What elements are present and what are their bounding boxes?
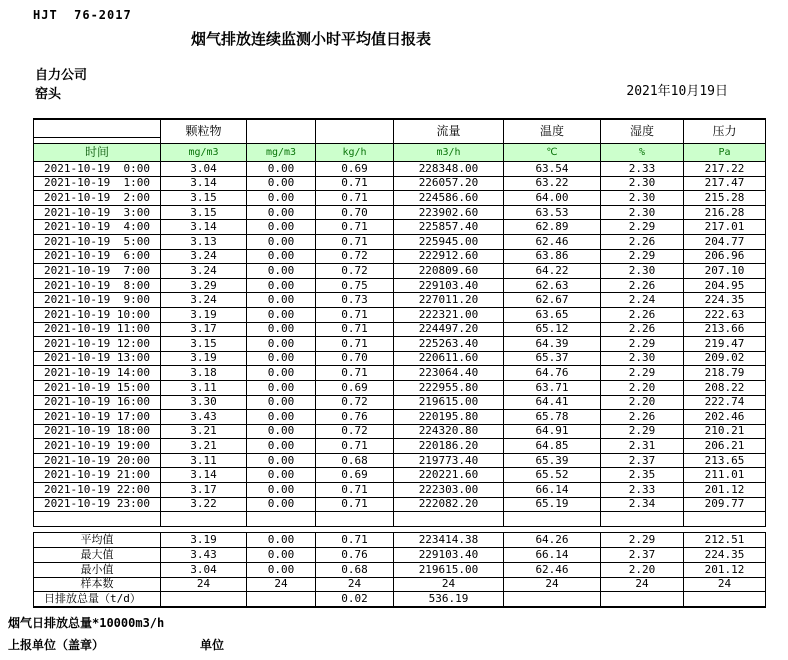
value-cell: 220809.60 [394,264,504,279]
time-cell: 2021-10-19 17:00 [34,410,161,425]
value-cell: 219.47 [684,337,766,352]
value-cell: 0.00 [247,176,316,191]
table-row [34,453,766,468]
group-header-row [34,119,766,138]
value-cell: 0.00 [247,264,316,279]
value-cell: 2.30 [601,351,684,366]
table-row [34,205,766,220]
value-cell: 222.74 [684,395,766,410]
time-cell: 2021-10-19 15:00 [34,380,161,395]
value-cell: 0.00 [247,191,316,206]
table-row [34,162,766,177]
value-cell: 0.00 [247,293,316,308]
value-cell: 0.00 [247,395,316,410]
summary-value-cell [247,592,316,607]
summary-row [34,577,766,592]
value-cell: 0.75 [316,278,394,293]
table-row [34,497,766,512]
value-cell: 65.78 [504,410,601,425]
summary-value-cell [504,592,601,607]
time-cell: 2021-10-19 21:00 [34,468,161,483]
value-cell: 3.19 [161,307,247,322]
value-cell: 210.21 [684,424,766,439]
value-cell: 216.28 [684,205,766,220]
table-row [34,191,766,206]
unit-header-row [34,144,766,162]
table-row [34,380,766,395]
value-cell: 63.54 [504,162,601,177]
summary-value-cell: 0.71 [316,533,394,548]
time-cell: 2021-10-19 19:00 [34,439,161,454]
empty-row [34,512,766,527]
value-cell: 0.00 [247,351,316,366]
value-cell: 64.41 [504,395,601,410]
table-row [34,220,766,235]
value-cell: 2.30 [601,264,684,279]
value-cell: 0.00 [247,162,316,177]
value-cell: 0.71 [316,176,394,191]
table-row [34,249,766,264]
value-cell: 211.01 [684,468,766,483]
value-cell: 65.39 [504,453,601,468]
value-cell: 2.29 [601,220,684,235]
value-cell: 222303.00 [394,483,504,498]
value-cell: 62.46 [504,234,601,249]
value-cell: 204.95 [684,278,766,293]
value-cell: 0.00 [247,410,316,425]
empty-cell [394,512,504,527]
value-cell: 65.12 [504,322,601,337]
value-cell: 217.22 [684,162,766,177]
summary-value-cell: 0.68 [316,562,394,577]
value-cell: 2.30 [601,205,684,220]
table-row [34,278,766,293]
summary-row [34,533,766,548]
value-cell: 2.33 [601,162,684,177]
unit-pa: Pa [684,144,766,162]
value-cell: 0.71 [316,366,394,381]
unit-percent: % [601,144,684,162]
value-cell: 2.29 [601,249,684,264]
value-cell: 3.24 [161,293,247,308]
value-cell: 3.11 [161,380,247,395]
corner-cell-top [34,119,161,138]
time-cell: 2021-10-19 7:00 [34,264,161,279]
col-header-blank-1 [247,119,316,144]
value-cell: 0.00 [247,366,316,381]
value-cell: 0.71 [316,483,394,498]
summary-value-cell [601,592,684,607]
value-cell: 3.15 [161,205,247,220]
value-cell: 228348.00 [394,162,504,177]
table-row [34,439,766,454]
unit-celsius: ℃ [504,144,601,162]
value-cell: 209.02 [684,351,766,366]
value-cell: 2.20 [601,380,684,395]
value-cell: 223064.40 [394,366,504,381]
summary-row [34,592,766,607]
value-cell: 3.04 [161,162,247,177]
time-cell: 2021-10-19 5:00 [34,234,161,249]
value-cell: 2.30 [601,191,684,206]
summary-label-cell: 日排放总量（t/d） [34,592,161,607]
value-cell: 2.26 [601,307,684,322]
value-cell: 224586.60 [394,191,504,206]
value-cell: 0.00 [247,424,316,439]
value-cell: 220611.60 [394,351,504,366]
value-cell: 213.66 [684,322,766,337]
unit-mg-m3-1: mg/m3 [161,144,247,162]
summary-row [34,548,766,563]
value-cell: 65.37 [504,351,601,366]
value-cell: 0.71 [316,220,394,235]
unit-kg-h: kg/h [316,144,394,162]
value-cell: 0.00 [247,249,316,264]
time-cell: 2021-10-19 2:00 [34,191,161,206]
value-cell: 209.77 [684,497,766,512]
value-cell: 208.22 [684,380,766,395]
value-cell: 226057.20 [394,176,504,191]
unit-mg-m3-2: mg/m3 [247,144,316,162]
value-cell: 64.91 [504,424,601,439]
value-cell: 220186.20 [394,439,504,454]
unit-m3-h: m3/h [394,144,504,162]
value-cell: 3.21 [161,424,247,439]
summary-value-cell: 24 [161,577,247,592]
value-cell: 0.00 [247,483,316,498]
col-header-humidity: 湿度 [601,119,684,144]
table-row [34,176,766,191]
value-cell: 3.17 [161,483,247,498]
value-cell: 223902.60 [394,205,504,220]
time-cell: 2021-10-19 9:00 [34,293,161,308]
page-title: 烟气排放连续监测小时平均值日报表 [190,30,431,48]
empty-cell [34,512,161,527]
time-cell: 2021-10-19 6:00 [34,249,161,264]
value-cell: 217.47 [684,176,766,191]
table-row [34,395,766,410]
value-cell: 0.72 [316,395,394,410]
summary-value-cell: 24 [394,577,504,592]
time-cell: 2021-10-19 11:00 [34,322,161,337]
value-cell: 222955.80 [394,380,504,395]
time-cell: 2021-10-19 13:00 [34,351,161,366]
value-cell: 0.00 [247,439,316,454]
value-cell: 0.69 [316,162,394,177]
time-cell: 2021-10-19 4:00 [34,220,161,235]
summary-value-cell: 66.14 [504,548,601,563]
value-cell: 225857.40 [394,220,504,235]
value-cell: 0.00 [247,234,316,249]
summary-value-cell: 0.02 [316,592,394,607]
value-cell: 217.01 [684,220,766,235]
value-cell: 63.86 [504,249,601,264]
value-cell: 227011.20 [394,293,504,308]
summary-label-cell: 平均值 [34,533,161,548]
value-cell: 0.00 [247,307,316,322]
col-header-particulate: 颗粒物 [161,119,247,144]
value-cell: 66.14 [504,483,601,498]
summary-value-cell: 219615.00 [394,562,504,577]
value-cell: 213.65 [684,453,766,468]
value-cell: 65.52 [504,468,601,483]
table-row [34,307,766,322]
value-cell: 0.76 [316,410,394,425]
summary-value-cell: 24 [684,577,766,592]
time-cell: 2021-10-19 0:00 [34,162,161,177]
value-cell: 222912.60 [394,249,504,264]
value-cell: 62.67 [504,293,601,308]
value-cell: 0.72 [316,249,394,264]
value-cell: 3.14 [161,468,247,483]
summary-value-cell: 212.51 [684,533,766,548]
unit-label: 单位 [200,638,225,652]
value-cell: 2.35 [601,468,684,483]
summary-value-cell: 24 [247,577,316,592]
value-cell: 3.11 [161,453,247,468]
value-cell: 2.26 [601,234,684,249]
time-cell: 2021-10-19 1:00 [34,176,161,191]
time-cell: 2021-10-19 8:00 [34,278,161,293]
col-header-pressure: 压力 [684,119,766,144]
value-cell: 0.71 [316,322,394,337]
value-cell: 0.00 [247,468,316,483]
value-cell: 222321.00 [394,307,504,322]
value-cell: 3.14 [161,176,247,191]
monitoring-point: 窑头 [35,87,62,102]
empty-cell [161,512,247,527]
value-cell: 219773.40 [394,453,504,468]
value-cell: 62.63 [504,278,601,293]
table-row [34,410,766,425]
value-cell: 206.96 [684,249,766,264]
time-cell: 2021-10-19 22:00 [34,483,161,498]
value-cell: 64.00 [504,191,601,206]
value-cell: 2.26 [601,278,684,293]
value-cell: 224320.80 [394,424,504,439]
value-cell: 222.63 [684,307,766,322]
value-cell: 64.22 [504,264,601,279]
table-row [34,424,766,439]
summary-value-cell: 536.19 [394,592,504,607]
summary-value-cell: 0.00 [247,548,316,563]
col-header-flow: 流量 [394,119,504,144]
col-header-temperature: 温度 [504,119,601,144]
value-cell: 3.24 [161,264,247,279]
value-cell: 2.29 [601,337,684,352]
value-cell: 63.22 [504,176,601,191]
table-row [34,337,766,352]
standard-code: HJT 76-2017 [33,8,132,22]
value-cell: 0.71 [316,191,394,206]
summary-row [34,562,766,577]
report-date: 2021年10月19日 [626,84,728,99]
value-cell: 2.30 [601,176,684,191]
value-cell: 0.00 [247,278,316,293]
table-row [34,234,766,249]
value-cell: 220195.80 [394,410,504,425]
table-row [34,322,766,337]
time-cell: 2021-10-19 18:00 [34,424,161,439]
summary-value-cell: 0.00 [247,533,316,548]
value-cell: 229103.40 [394,278,504,293]
value-cell: 63.71 [504,380,601,395]
value-cell: 0.00 [247,322,316,337]
summary-value-cell: 0.76 [316,548,394,563]
value-cell: 0.71 [316,234,394,249]
value-cell: 222082.20 [394,497,504,512]
value-cell: 2.33 [601,483,684,498]
summary-value-cell: 64.26 [504,533,601,548]
summary-value-cell: 223414.38 [394,533,504,548]
empty-cell [684,512,766,527]
value-cell: 0.00 [247,220,316,235]
summary-value-cell: 2.29 [601,533,684,548]
value-cell: 3.17 [161,322,247,337]
company-name: 自力公司 [35,68,88,83]
table-row [34,351,766,366]
value-cell: 0.69 [316,380,394,395]
value-cell: 3.15 [161,191,247,206]
value-cell: 3.21 [161,439,247,454]
table-row [34,293,766,308]
summary-value-cell: 3.04 [161,562,247,577]
summary-value-cell: 3.43 [161,548,247,563]
value-cell: 206.21 [684,439,766,454]
time-cell: 2021-10-19 10:00 [34,307,161,322]
empty-cell [316,512,394,527]
summary-value-cell: 2.37 [601,548,684,563]
value-cell: 64.85 [504,439,601,454]
value-cell: 0.00 [247,205,316,220]
report-table [33,118,766,608]
value-cell: 2.29 [601,366,684,381]
value-cell: 204.77 [684,234,766,249]
summary-value-cell [684,592,766,607]
value-cell: 62.89 [504,220,601,235]
value-cell: 3.43 [161,410,247,425]
value-cell: 0.00 [247,453,316,468]
value-cell: 3.14 [161,220,247,235]
table-row [34,483,766,498]
value-cell: 207.10 [684,264,766,279]
time-cell: 2021-10-19 3:00 [34,205,161,220]
value-cell: 65.19 [504,497,601,512]
summary-value-cell: 24 [316,577,394,592]
summary-value-cell: 229103.40 [394,548,504,563]
time-column-header: 时间 [34,144,161,162]
summary-value-cell: 3.19 [161,533,247,548]
value-cell: 3.22 [161,497,247,512]
value-cell: 3.19 [161,351,247,366]
time-cell: 2021-10-19 23:00 [34,497,161,512]
value-cell: 0.70 [316,205,394,220]
value-cell: 219615.00 [394,395,504,410]
value-cell: 224497.20 [394,322,504,337]
col-header-blank-2 [316,119,394,144]
value-cell: 63.65 [504,307,601,322]
value-cell: 202.46 [684,410,766,425]
value-cell: 64.39 [504,337,601,352]
value-cell: 3.15 [161,337,247,352]
value-cell: 3.24 [161,249,247,264]
value-cell: 0.70 [316,351,394,366]
value-cell: 225263.40 [394,337,504,352]
value-cell: 218.79 [684,366,766,381]
value-cell: 0.69 [316,468,394,483]
value-cell: 0.71 [316,307,394,322]
empty-cell [601,512,684,527]
table-row [34,264,766,279]
value-cell: 3.29 [161,278,247,293]
value-cell: 3.18 [161,366,247,381]
value-cell: 0.00 [247,380,316,395]
summary-value-cell: 62.46 [504,562,601,577]
value-cell: 64.76 [504,366,601,381]
value-cell: 0.71 [316,439,394,454]
time-cell: 2021-10-19 16:00 [34,395,161,410]
empty-cell [504,512,601,527]
value-cell: 220221.60 [394,468,504,483]
value-cell: 0.72 [316,424,394,439]
value-cell: 0.71 [316,497,394,512]
value-cell: 63.53 [504,205,601,220]
value-cell: 2.37 [601,453,684,468]
summary-value-cell: 24 [504,577,601,592]
table-row [34,468,766,483]
summary-value-cell [161,592,247,607]
value-cell: 3.30 [161,395,247,410]
footer-note: 烟气日排放总量*10000m3/h [8,616,165,630]
summary-label-cell: 最小值 [34,562,161,577]
value-cell: 0.68 [316,453,394,468]
table-row [34,366,766,381]
value-cell: 2.26 [601,322,684,337]
value-cell: 0.72 [316,264,394,279]
report-unit-label: 上报单位（盖章） [8,638,105,652]
time-cell: 2021-10-19 20:00 [34,453,161,468]
value-cell: 0.00 [247,337,316,352]
value-cell: 224.35 [684,293,766,308]
summary-value-cell: 0.00 [247,562,316,577]
summary-label-cell: 样本数 [34,577,161,592]
time-cell: 2021-10-19 14:00 [34,366,161,381]
summary-value-cell: 201.12 [684,562,766,577]
time-cell: 2021-10-19 12:00 [34,337,161,352]
value-cell: 3.13 [161,234,247,249]
value-cell: 0.73 [316,293,394,308]
value-cell: 2.24 [601,293,684,308]
summary-value-cell: 24 [601,577,684,592]
summary-label-cell: 最大值 [34,548,161,563]
summary-value-cell: 2.20 [601,562,684,577]
value-cell: 2.34 [601,497,684,512]
empty-cell [247,512,316,527]
summary-value-cell: 224.35 [684,548,766,563]
value-cell: 2.29 [601,424,684,439]
value-cell: 2.20 [601,395,684,410]
value-cell: 225945.00 [394,234,504,249]
value-cell: 215.28 [684,191,766,206]
value-cell: 2.26 [601,410,684,425]
value-cell: 0.00 [247,497,316,512]
value-cell: 201.12 [684,483,766,498]
value-cell: 2.31 [601,439,684,454]
value-cell: 0.71 [316,337,394,352]
